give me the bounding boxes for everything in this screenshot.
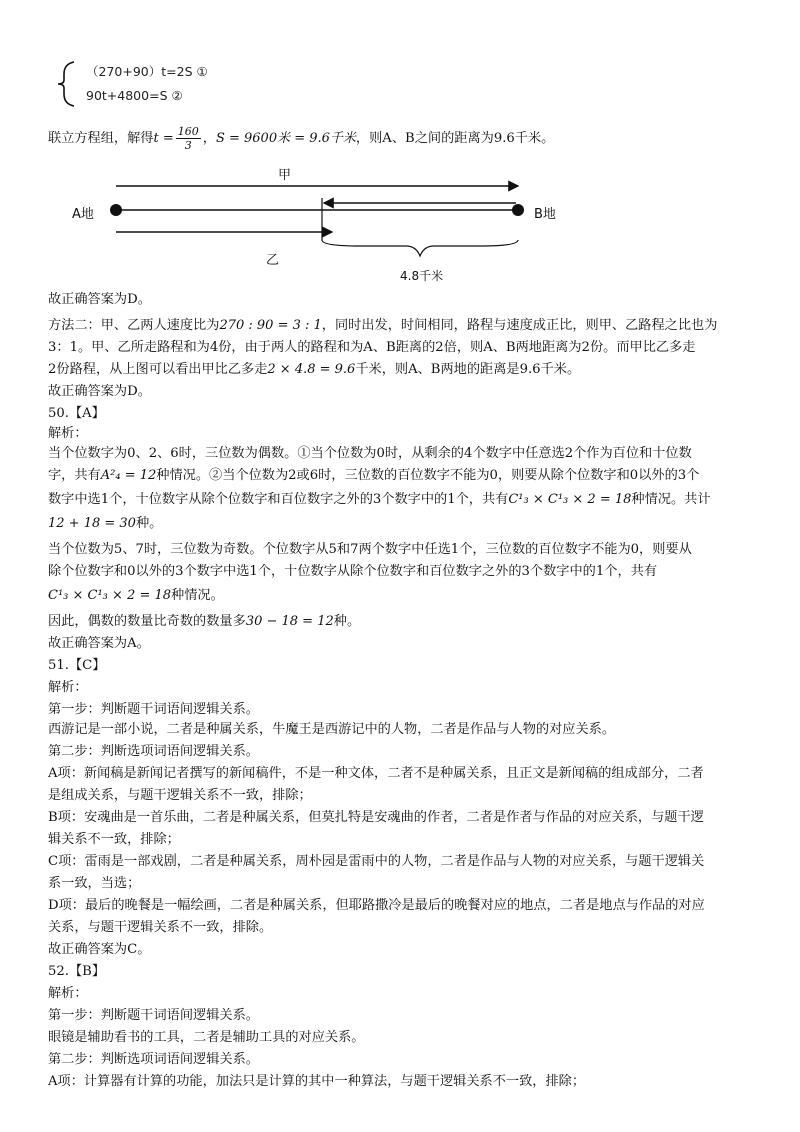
text-line: 解析： — [48, 426, 88, 441]
text-line: 故正确答案为A。 — [48, 636, 150, 651]
text-line: C¹₃ × C¹₃ × 2 = 18种情况。 — [48, 588, 224, 603]
b-label: B地 — [534, 207, 556, 222]
equation-1: （270+90）t=2S ① — [86, 64, 208, 79]
sum-expr: 12 + 18 = 30 — [48, 516, 136, 531]
solution-suffix: ，则A、B之间的距离为9.6千米。 — [355, 131, 555, 146]
text-line: 字，共有A²₄ = 12种情况。②当个位数为2或6时，三位数的百位数字不能为0，则要从除个位数字和0以外的3个 — [48, 468, 700, 483]
text-line: B项：安魂曲是一首乐曲，二者是种属关系，但莫扎特是安魂曲的作者，二者是作者与作品的对应关系，与题干逻 — [48, 810, 704, 825]
text-line: 除个位数字和0以外的3个数字中选1个，十位数字从除个位数字和百位数字之外的3个数字中的1个，共有 — [48, 564, 658, 579]
text-line: D项：最后的晚餐是一幅绘画，二者是种属关系，但耶路撒冷是最后的晚餐对应的地点，二者是地点与作品的对应 — [48, 898, 705, 913]
jia-label: 甲 — [278, 168, 292, 183]
distance-brace — [322, 240, 518, 256]
a-label: A地 — [72, 207, 94, 222]
text-line: 第二步：判断选项词语间逻辑关系。 — [48, 1052, 259, 1067]
point-a — [110, 204, 122, 216]
perm-expr: A²₄ = 12 — [100, 468, 157, 483]
text-line: C项：雷雨是一部戏剧，二者是种属关系，周朴园是雷雨中的人物，二者是作品与人物的对应关系，与题干逻辑关 — [48, 854, 705, 869]
text-line: 解析： — [48, 680, 88, 695]
text-line: 西游记是一部小说，二者是种属关系，牛魔王是西游记中的人物，二者是作品与人物的对应关系。 — [48, 722, 616, 737]
comb-expr-2: C¹₃ × C¹₃ × 2 = 18 — [48, 588, 172, 603]
t-fraction — [176, 125, 201, 152]
t-numerator: 160 — [177, 125, 199, 138]
text-line: 是组成关系，与题干逻辑关系不一致，排除； — [48, 788, 312, 803]
text-line: 当个位数字为0、2、6时，三位数为偶数。①当个位数为0时，从剩余的4个数字中任意选2个作为百位和十位数 — [48, 446, 692, 461]
diff-count-expr: 30 − 18 = 12 — [245, 614, 334, 629]
text-line: 故正确答案为C。 — [48, 942, 151, 957]
text-line: 故正确答案为D。 — [48, 292, 151, 307]
text-line: 辑关系不一致，排除； — [48, 832, 180, 847]
solution-prefix: 联立方程组，解得 — [48, 131, 154, 146]
yi-label: 乙 — [266, 253, 280, 268]
text-line: 方法二：甲、乙两人速度比为270 : 90 = 3 : 1，同时出发，时间相同，路程与速度成正比，则甲、乙路程之比也为 — [48, 318, 718, 333]
text-line: 眼镜是辅助看书的工具，二者是辅助工具的对应关系。 — [48, 1030, 365, 1045]
question-number: 52.【B】 — [48, 964, 106, 979]
distance-label: 4.8千米 — [400, 269, 444, 283]
text-line: 第二步：判断选项词语间逻辑关系。 — [48, 744, 259, 759]
text-line: 因此，偶数的数量比奇数的数量多30 − 18 = 12种。 — [48, 614, 361, 629]
solution-s-expr: S = 9600米 = 9.6千米 — [215, 131, 356, 146]
text-line: A项：新闻稿是新闻记者撰写的新闻稿件，不是一种文体，二者不是种属关系，且正文是新闻稿的组成部分，二者 — [48, 766, 704, 781]
t-denominator: 3 — [184, 139, 192, 152]
solution-t-label: t = — [153, 131, 174, 146]
text-line: A项：计算器有计算的功能，加法只是计算的其中一种算法，与题干逻辑关系不一致，排除； — [48, 1074, 586, 1089]
text-line: 12 + 18 = 30种。 — [48, 516, 163, 531]
text-line: 第一步：判断题干词语间逻辑关系。 — [48, 702, 259, 717]
text-line: 当个位数为5、7时，三位数为奇数。个位数字从5和7两个数字中任选1个，三位数的百位数字不能为0，则要从 — [48, 542, 692, 557]
text-line: 系一致，当选； — [48, 876, 141, 891]
comb-expr: C¹₃ × C¹₃ × 2 = 18 — [508, 492, 632, 507]
question-number: 51.【C】 — [48, 658, 106, 673]
solution-line: 联立方程组，解得t = $\frac{160}{3}$ ，S = 9600米 = 9.6千米，则A、B之间的距离为9.6千米。 — [48, 125, 555, 152]
point-b — [512, 204, 524, 216]
distance-diagram — [60, 160, 600, 288]
text-line: 3：1。甲、乙所走路程和为4份，由于两人的路程和为A、B距离的2倍，则A、B两地距离为2份。而甲比乙多走 — [48, 340, 696, 355]
text-line: 故正确答案为D。 — [48, 384, 151, 399]
diff-expr: 2 × 4.8 = 9.6 — [267, 362, 356, 377]
equation-brace — [52, 60, 78, 108]
text-line: 第一步：判断题干词语间逻辑关系。 — [48, 1008, 259, 1023]
question-number: 50.【A】 — [48, 406, 105, 421]
ratio-expr: 270 : 90 = 3 : 1 — [219, 318, 322, 333]
equation-2: 90t+4800=S ② — [86, 88, 183, 103]
text-line: 解析： — [48, 986, 88, 1001]
text-line: 关系，与题干逻辑关系不一致，排除。 — [48, 920, 273, 935]
text-line: 2份路程，从上图可以看出甲比乙多走2 × 4.8 = 9.6千米，则A、B两地的距离是9.6千米。 — [48, 362, 581, 377]
text-line: 数字中选1个，十位数字从除个位数字和百位数字之外的3个数字中的1个，共有C¹₃ × C¹₃ × 2 = 18种情况。共计 — [48, 492, 711, 507]
